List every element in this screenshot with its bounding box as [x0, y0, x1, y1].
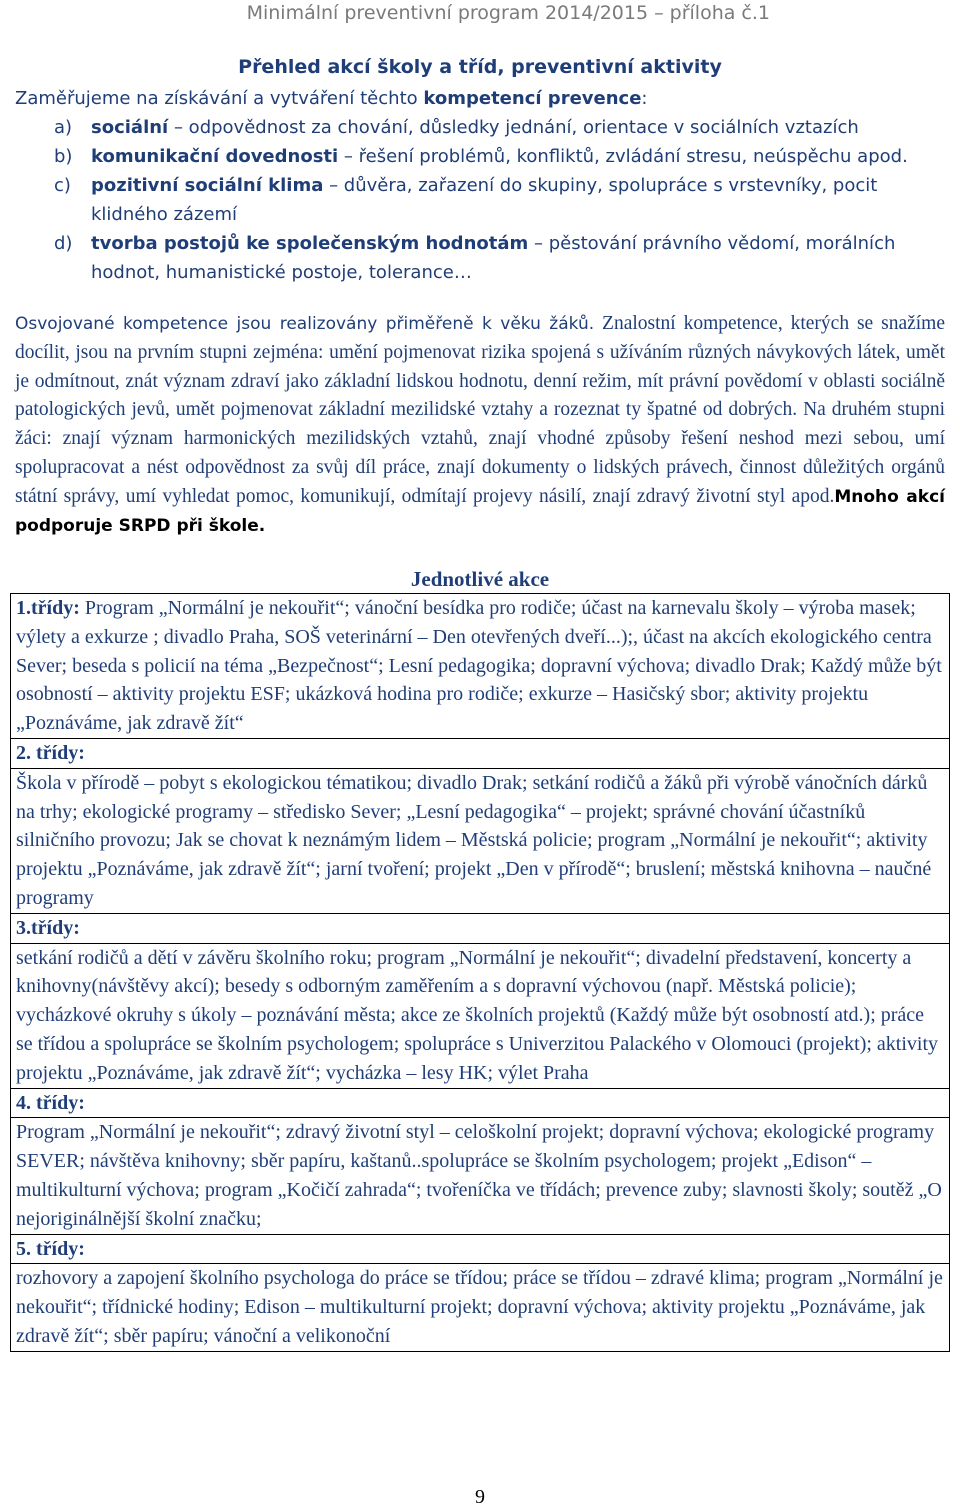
grade-cell-2: [11, 768, 950, 913]
table-row: [11, 594, 950, 739]
intro-lead: Zaměřujeme na získávání a vytváření těchto: [15, 88, 418, 109]
grade-cell-4: [11, 1118, 950, 1234]
actions-subtitle: Jednotlivé akce: [410, 567, 550, 591]
competence-item-d: [15, 229, 955, 287]
grade-label-cell-3: [11, 913, 950, 943]
grade-label: 5. třídy:: [16, 1237, 85, 1260]
paragraph-lead: Osvojované kompetence jsou realizovány přiměřeně k věku žáků.: [15, 314, 595, 334]
table-row: [11, 1118, 950, 1234]
table-row: [11, 943, 950, 1088]
grade-cell-3: [11, 943, 950, 1088]
table-row: [11, 738, 950, 768]
document-header: Minimální preventivní program 2014/2015 – příloha č.1: [246, 2, 770, 24]
list-marker: c): [54, 175, 71, 196]
table-row: [11, 768, 950, 913]
grade-label-cell-2: [11, 738, 950, 768]
competence-name: sociální: [91, 117, 169, 138]
section-title: Přehled akcí školy a tříd, preventivní aktivity: [238, 56, 722, 78]
grade-label-cell-4: [11, 1088, 950, 1118]
grade-cell-5: [11, 1264, 950, 1351]
list-marker: d): [54, 233, 73, 254]
competences-intro: [15, 84, 955, 287]
intro-lead-bold: kompetencí prevence: [423, 88, 642, 109]
page-number: 9: [475, 1486, 485, 1508]
competence-desc: – pěstování právního vědomí, morálních hodnot, humanistické postoje, tolerance…: [91, 233, 896, 283]
competence-name: pozitivní sociální klima: [91, 175, 324, 196]
competence-name: komunikační dovednosti: [91, 146, 339, 167]
competence-item-c: [15, 171, 955, 229]
list-marker: a): [54, 117, 73, 138]
grade-label: 3.třídy:: [16, 916, 80, 939]
grade-cell-1: [11, 594, 950, 739]
intro-lead-end: :: [641, 88, 648, 109]
grade-actions-table: [10, 593, 950, 1352]
grade-label-cell-5: [11, 1234, 950, 1264]
grade-text: Program „Normální je nekouřit“; vánoční besídka pro rodiče; účast na karnevalu školy – výroba masek; výlety a exkurze ; divadlo Praha, SOŠ veterinární – Den otevřených dveří...);, účast na akcích ekologického centra Sever; beseda s policií na téma „Bezpečnost“; Lesní pedagogika; dopravní výchova; divadlo Drak; Každý může být osobností – aktivity projektu ESF; ukázková hodina pro rodiče; exkurze – Hasičský sbor; aktivity projektu „Poznáváme, jak zdravě žít“: [16, 597, 942, 735]
competence-desc: – důvěra, zařazení do skupiny, spolupráce s vrstevníky, pocit klidného zázemí: [91, 175, 878, 225]
grade-label: 2. třídy:: [16, 741, 85, 764]
table-row: [11, 1234, 950, 1264]
competence-item-a: [15, 113, 955, 142]
competence-item-b: [15, 142, 955, 171]
paragraph-emphasis: Mnoho akcí podporuje SRPD při škole.: [15, 486, 945, 536]
table-row: [11, 1088, 950, 1118]
knowledge-paragraph: [15, 310, 945, 540]
competence-desc: – řešení problémů, konfliktů, zvládání stresu, neúspěchu apod.: [338, 146, 908, 167]
table-row: [11, 1264, 950, 1351]
grade-text: setkání rodičů a dětí v závěru školního roku; program „Normální je nekouřit“; divadelní představení, koncerty a knihovny(návštěvy akcí); besedy s odborným zaměřením a s dopravní výchovou (např. Městská policie); vycházkové okruhy s úkoly – poznávání města; akce ze školních projektů (Každý může být osobností atd.); práce se třídou a spolupráce se školním psychologem; spolupráce s Univerzitou Palackého v Olomouci (projekt); aktivity projektu „Poznáváme, jak zdravě žít“; vycházka – lesy HK; výlet Praha: [16, 946, 939, 1084]
grade-text: Škola v přírodě – pobyt s ekologickou tématikou; divadlo Drak; setkání rodičů a žáků při výrobě vánočních dárků na trhy; ekologické programy – středisko Sever; „Lesní pedagogika“ – projekt; správné chování účastníků silničního provozu; Jak se chovat k neznámým lidem – Městská policie; program „Normální je nekouřit“; aktivity projektu „Poznáváme, jak zdravě žít“; jarní tvoření; projekt „Den v přírodě“; bruslení; městská knihovna – naučné programy: [16, 771, 932, 909]
paragraph-body: Znalostní kompetence, kterých se snažíme docílit, jsou na prvním stupni zejména: umění pojmenovat rizika spojená s užíváním různých návykových látek, umět je odmítnout, znát význam zdraví jako základní lidskou hodnotu, denní režim, mít právní povědomí v oblasti sociálně patologických jevů, umět pojmenovat základní mezilidské vztahy a rozeznat ty špatné od dobrých. Na druhém stupni žáci: znají význam harmonických mezilidských vztahů, znají vhodné způsoby řešení neshod mezi sebou, umí spolupracovat a nést odpovědnost za svůj díl práce, znají dokumenty o lidských právech, činnost důležitých orgánů státní správy, umí vyhledat pomoc, komunikují, odmítají projevy násilí, znají zdravý životní styl apod.: [15, 313, 945, 507]
competence-name: tvorba postojů ke společenským hodnotám: [91, 233, 529, 254]
table-row: [11, 913, 950, 943]
grade-text: rozhovory a zapojení školního psychologa do práce se třídou; práce se třídou – zdravé klima; program „Normální je nekouřit“; třídnické hodiny; Edison – multikulturní projekt; dopravní výchova; aktivity projektu „Poznáváme, jak zdravě žít“; sběr papíru; vánoční a velikonoční: [16, 1267, 943, 1347]
grade-label: 1.třídy:: [16, 597, 80, 619]
competence-desc: – odpovědnost za chování, důsledky jednání, orientace v sociálních vztazích: [168, 117, 859, 138]
intro-lead-line: [15, 84, 955, 113]
list-marker: b): [54, 146, 73, 167]
grade-label: 4. třídy:: [16, 1091, 85, 1114]
grade-text: Program „Normální je nekouřit“; zdravý životní styl – celoškolní projekt; dopravní výchova; ekologické programy SEVER; návštěva knihovny; sběr papíru, kaštanů..spolupráce se školním psychologem; projekt „Edison“ – multikulturní výchova; program „Kočičí zahrada“; tvořeníčka ve třídách; prevence zuby; slavnosti školy; soutěž „O nejoriginálnější školní značku;: [16, 1121, 942, 1230]
